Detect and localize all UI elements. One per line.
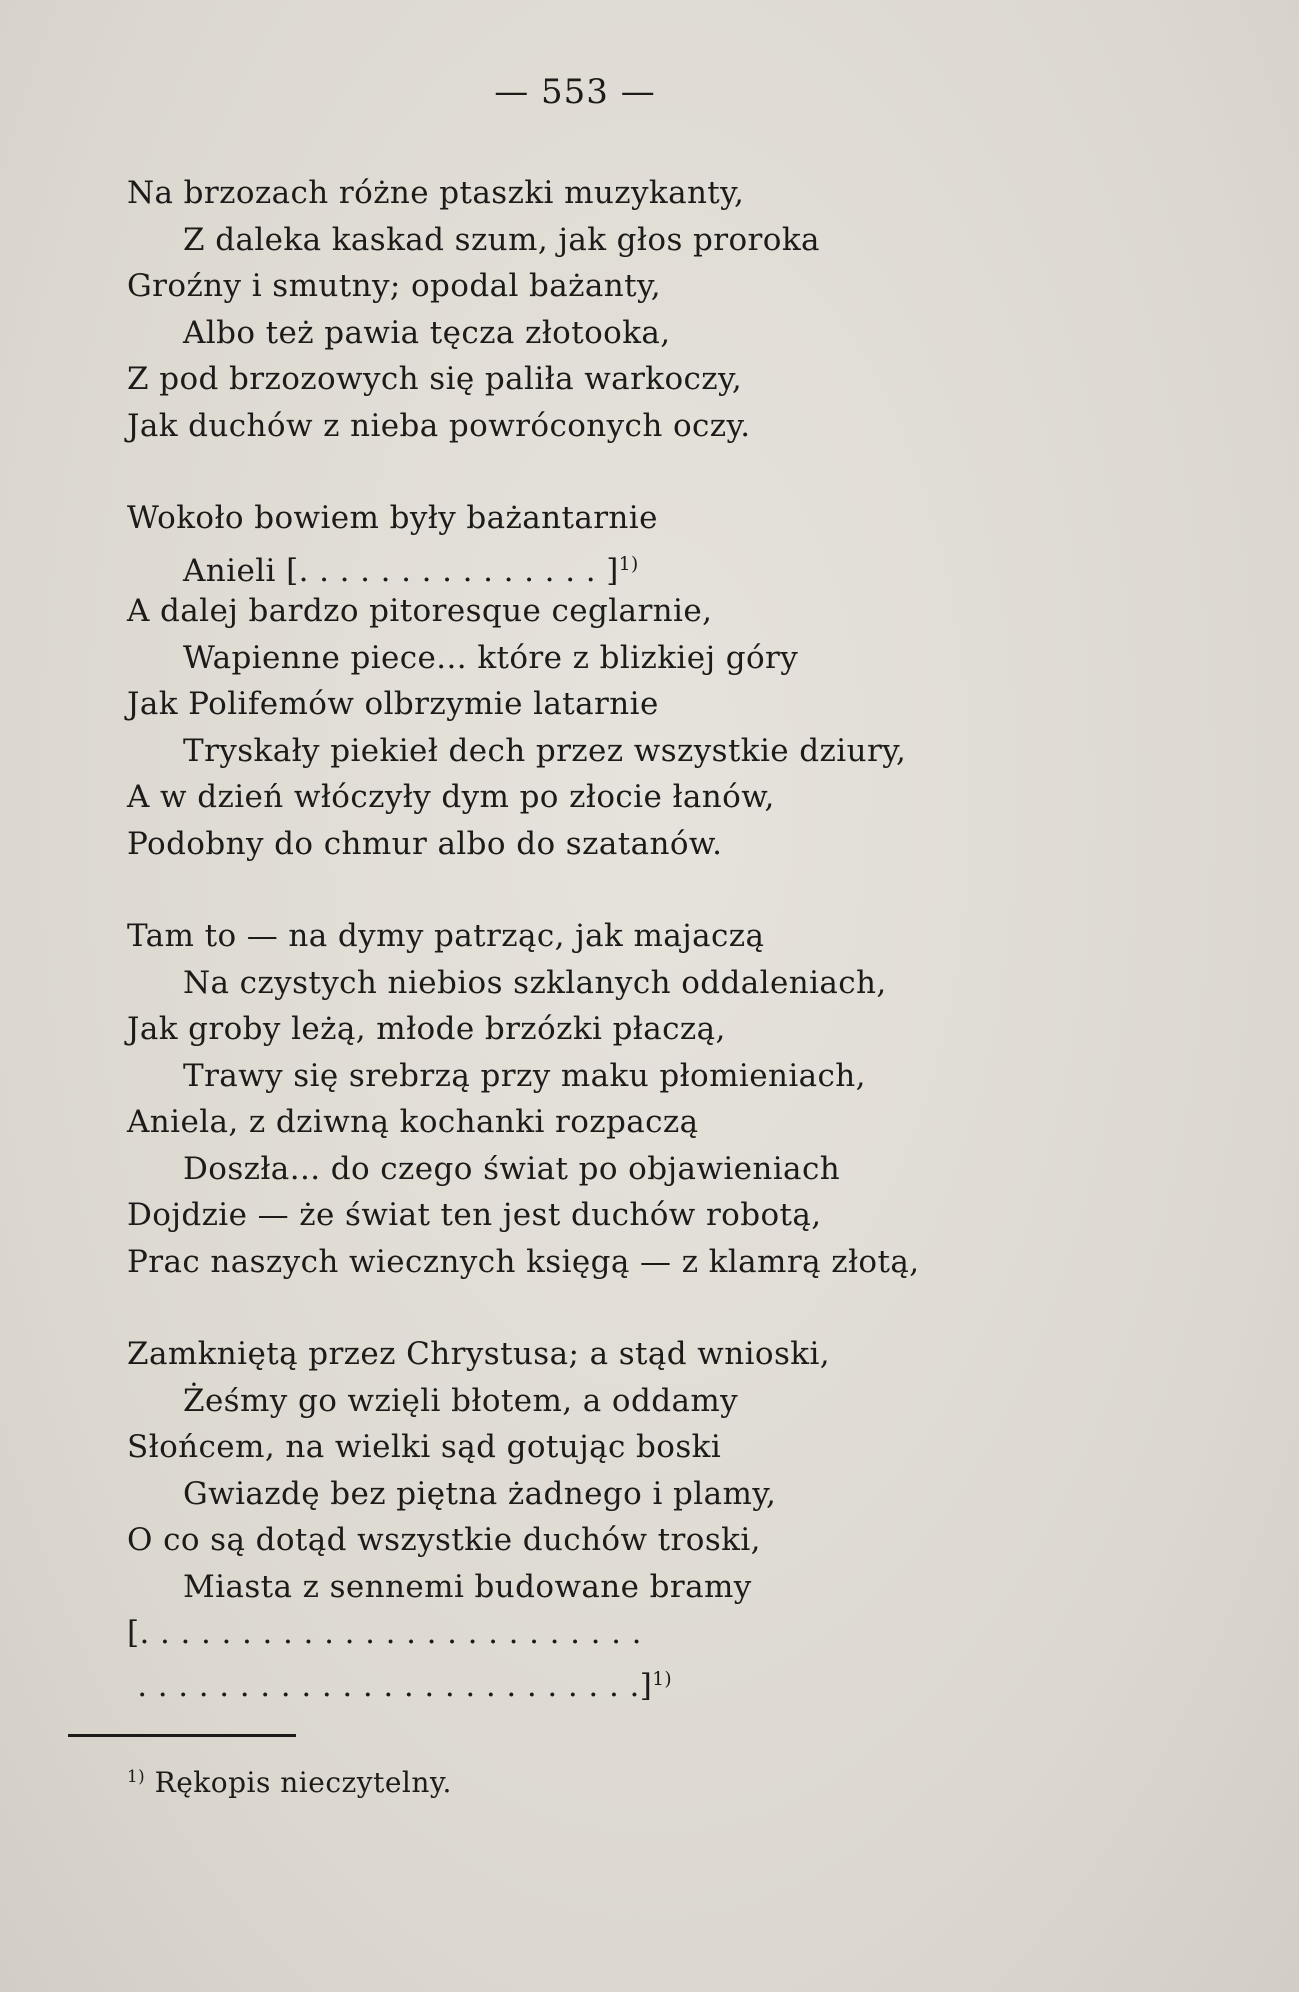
poem-line: [127, 728, 1187, 775]
poem-line-text: Prac naszych wiecznych księgą — z klamrą złotą,: [127, 1243, 920, 1280]
poem-line: [127, 403, 1187, 450]
poem-line: [127, 1192, 1187, 1239]
poem-line: [127, 1006, 1187, 1053]
stanza: [127, 913, 1187, 1285]
poem-line-text: Wokoło bowiem były bażantarnie: [127, 500, 658, 536]
poem-line-text: Żeśmy go wzięli błotem, a oddamy: [183, 1382, 739, 1419]
poem-line-text: Jak duchów z nieba powróconych oczy.: [127, 407, 751, 444]
poem-line-text: . . . . . . . . . . . . . . . . . . . . . . . . .]: [127, 1667, 653, 1704]
stanza-gap: [127, 1285, 1187, 1331]
poem-line: [127, 1471, 1187, 1518]
poem-line: [127, 310, 1187, 357]
poem-line: [127, 495, 1187, 542]
poem-line-text: Trawy się srebrzą przy maku płomieniach,: [183, 1057, 866, 1094]
poem-line-text: [. . . . . . . . . . . . . . . . . . . . . . . . .: [127, 1615, 642, 1651]
poem-line-text: O co są dotąd wszystkie duchów troski,: [127, 1522, 761, 1558]
poem-line-text: A dalej bardzo pitoresque ceglarnie,: [127, 593, 713, 629]
poem-line: [127, 1564, 1187, 1611]
poem-line: [127, 913, 1187, 960]
stanza: [127, 170, 1187, 449]
stanza: [127, 495, 1187, 867]
poem-line-text: Tam to — na dymy patrząc, jak majaczą: [127, 918, 765, 954]
poem-line: [127, 170, 1187, 217]
poem-line: [127, 1424, 1187, 1471]
poem-line-text: Podobny do chmur albo do szatanów.: [127, 825, 723, 862]
poem-line: [127, 1146, 1187, 1193]
poem-line-text: Wapienne piece... które z blizkiej góry: [183, 639, 799, 676]
poem-line-text: Aniela, z dziwną kochanki rozpaczą: [127, 1104, 699, 1140]
poem-line-text: Jak groby leżą, młode brzózki płaczą,: [127, 1011, 726, 1047]
poem-line: [127, 1378, 1187, 1425]
footnote-rule: [68, 1734, 296, 1737]
poem-line: [127, 635, 1187, 682]
footnote-reference: 1): [652, 1668, 673, 1690]
poem-line-text: Gwiazdę bez piętna żadnego i plamy,: [183, 1475, 777, 1512]
footnote: [127, 1766, 452, 1799]
poem-line: [127, 1517, 1187, 1564]
poem-line: [127, 821, 1187, 868]
poem-line: [127, 1239, 1187, 1286]
poem-line: [127, 588, 1187, 635]
footnote-reference: 1): [618, 553, 639, 575]
poem-line-text: Doszła... do czego świat po objawieniach: [183, 1150, 841, 1187]
poem-line-text: Z daleka kaskad szum, jak głos proroka: [183, 221, 820, 258]
poem-line: [127, 542, 1187, 589]
poem-line: [127, 1331, 1187, 1378]
poem-line-text: Groźny i smutny; opodal bażanty,: [127, 268, 662, 304]
poem-line-text: Zamkniętą przez Chrystusa; a stąd wnioski,: [127, 1336, 831, 1372]
poem-line: [127, 356, 1187, 403]
page-number: — 553 —: [494, 72, 656, 112]
poem-body: [127, 170, 1187, 1703]
poem-line: [127, 1657, 1187, 1704]
poem-line-text: Tryskały piekieł dech przez wszystkie dziury,: [183, 732, 907, 769]
poem-line-text: Słońcem, na wielki sąd gotując boski: [127, 1429, 722, 1465]
poem-line-text: Na brzozach różne ptaszki muzykanty,: [127, 175, 745, 211]
poem-line: [127, 960, 1187, 1007]
poem-line: [127, 1053, 1187, 1100]
stanza: [127, 1331, 1187, 1703]
poem-line-text: Dojdzie — że świat ten jest duchów robotą,: [127, 1197, 822, 1233]
poem-line: [127, 774, 1187, 821]
poem-line: [127, 1610, 1187, 1657]
poem-line-text: Anieli [. . . . . . . . . . . . . . . ]: [183, 552, 619, 589]
poem-line-text: Jak Polifemów olbrzymie latarnie: [127, 686, 659, 722]
poem-line-text: Na czystych niebios szklanych oddaleniach,: [183, 964, 887, 1001]
poem-line: [127, 217, 1187, 264]
footnote-marker: 1): [127, 1766, 146, 1786]
poem-line: [127, 681, 1187, 728]
poem-line: [127, 263, 1187, 310]
poem-line-text: Albo też pawia tęcza złotooka,: [183, 314, 671, 351]
poem-line-text: Miasta z sennemi budowane bramy: [183, 1568, 752, 1605]
stanza-gap: [127, 867, 1187, 913]
stanza-gap: [127, 449, 1187, 495]
poem-line-text: Z pod brzozowych się paliła warkoczy,: [127, 361, 743, 397]
footnote-text: Rękopis nieczytelny.: [145, 1766, 452, 1800]
poem-line-text: A w dzień włóczyły dym po złocie łanów,: [127, 779, 775, 815]
poem-line: [127, 1099, 1187, 1146]
